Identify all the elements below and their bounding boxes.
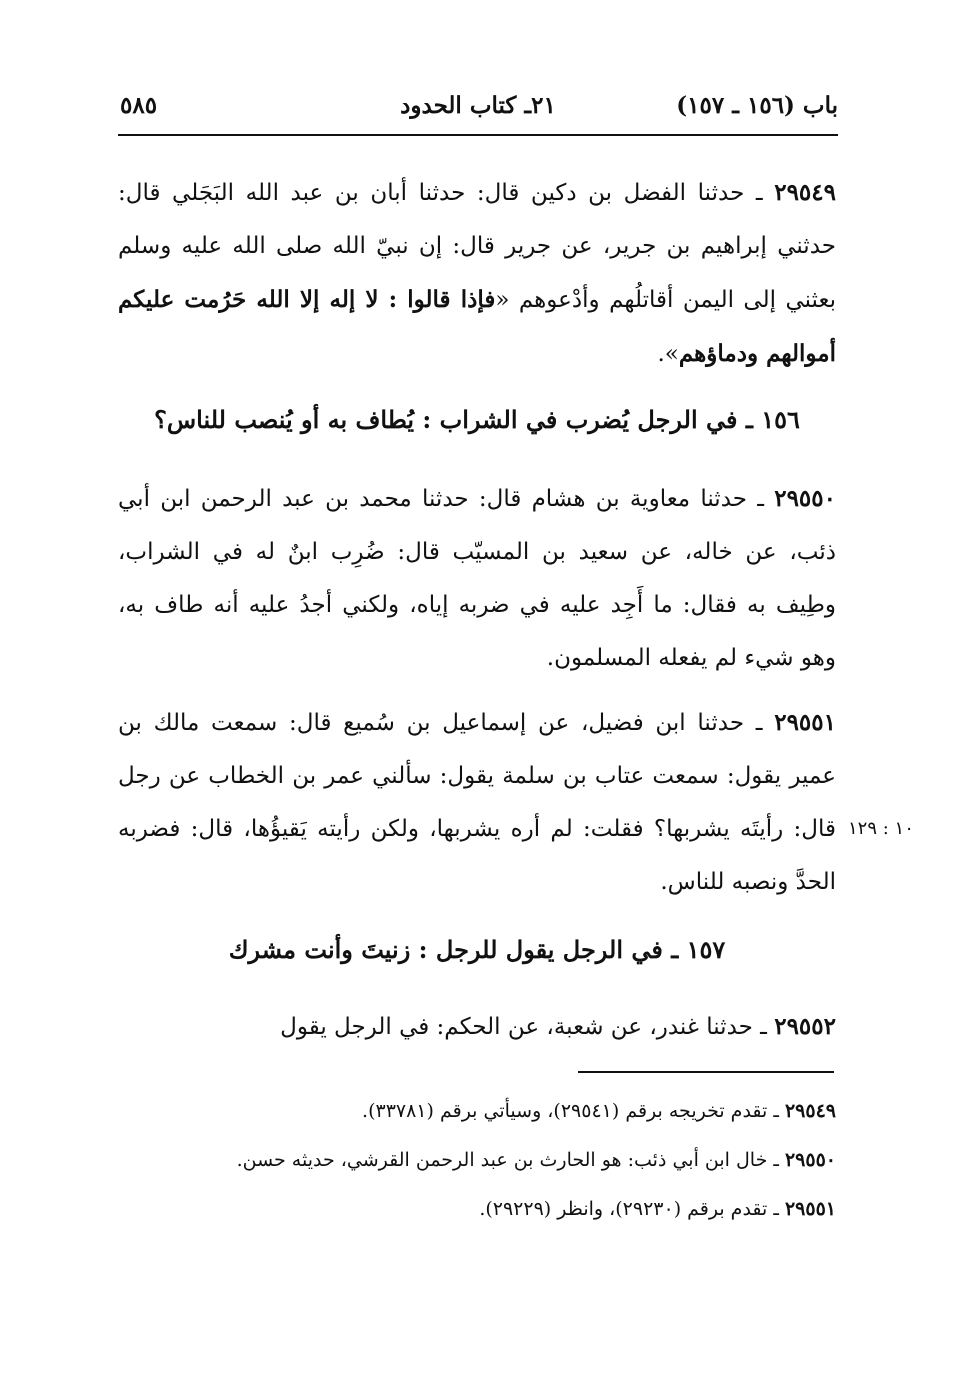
hadith-text: ـ حدثنا غندر، عن شعبة، عن الحكم: في الرجل يقول <box>280 1014 775 1040</box>
hadith-29552 <box>118 1000 836 1054</box>
hadith-number: ٢٩٥٤٩ <box>774 179 836 206</box>
footnote-text: ـ خال ابن أبي ذئب: هو الحارث بن عبد الرحمن القرشي، حديثه حسن. <box>236 1149 785 1171</box>
hadith-number: ٢٩٥٥١ <box>774 709 836 736</box>
footnote-divider <box>578 1071 834 1073</box>
hadith-text: ـ حدثنا ابن فضيل، عن إسماعيل بن سُميع قال: سمعت مالك بن عمير يقول: سمعت عتاب بن سلمة يقول: سألني عمر بن الخطاب عن رجل قال: رأيتَه يشربها؟ فقلت: لم أره يشربها، ولكن رأيته يَقيؤُها، قال: فضربه الحدَّ ونصبه للناس. <box>118 710 836 895</box>
footnote <box>118 1088 836 1135</box>
hadith-quote: فإذا قالوا : لا إله إلا الله حَرُمت عليكم أموالهم ودماؤهم <box>118 286 836 367</box>
hadith-number: ٢٩٥٥٢ <box>774 1013 836 1040</box>
hadith-29551 <box>118 696 836 909</box>
page-number: ٥٨٥ <box>120 92 158 119</box>
chapter-heading-157: ١٥٧ ـ في الرجل يقول للرجل : زنيتَ وأنت مشرك <box>228 935 726 964</box>
footnote-number: ٢٩٥٤٩ <box>784 1100 836 1122</box>
chapter-range: باب (١٥٦ ـ ١٥٧) <box>676 92 838 119</box>
footnote <box>118 1186 836 1233</box>
margin-reference: ١٠ : ١٢٩ <box>848 818 914 839</box>
hadith-text: ـ حدثنا معاوية بن هشام قال: حدثنا محمد بن عبد الرحمن ابن أبي ذئب، عن خاله، عن سعيد بن المسيّب قال: ضُرِب ابنٌ له في الشراب، وطِيف به فقال: ما أَجِد عليه في ضربه إياه، ولكني أجدُ عليه أنه طاف به، وهو شيء لم يفعله المسلمون. <box>118 486 836 671</box>
hadith-29549 <box>118 166 836 381</box>
footnote-number: ٢٩٥٥٠ <box>784 1149 836 1171</box>
hadith-text: ـ حدثنا الفضل بن دكين قال: حدثنا أبان بن عبد الله البَجَلي قال: حدثني إبراهيم بن جرير، عن جرير قال: إن نبيّ الله صلى الله عليه وسلم بعثني إلى اليمن أقاتلُهم وأدْعوهم « <box>118 180 836 313</box>
footnote-text: ـ تقدم برقم (٢٩٢٣٠)، وانظر (٢٩٢٢٩). <box>479 1198 785 1220</box>
chapter-heading-156: ١٥٦ ـ في الرجل يُضرب في الشراب : يُطاف به أو يُنصب للناس؟ <box>154 405 800 434</box>
book-title: ٢١ـ كتاب الحدود <box>400 92 556 119</box>
footnote-number: ٢٩٥٥١ <box>784 1198 836 1220</box>
hadith-quote-end: ». <box>657 341 679 367</box>
hadith-29550 <box>118 472 836 685</box>
footnote-text: ـ تقدم تخريجه برقم (٢٩٥٤١)، وسيأتي برقم (٣٣٧٨١). <box>362 1100 785 1122</box>
footnote <box>118 1137 836 1184</box>
footnotes <box>118 1088 836 1235</box>
page-header <box>118 88 838 136</box>
hadith-number: ٢٩٥٥٠ <box>774 485 836 512</box>
